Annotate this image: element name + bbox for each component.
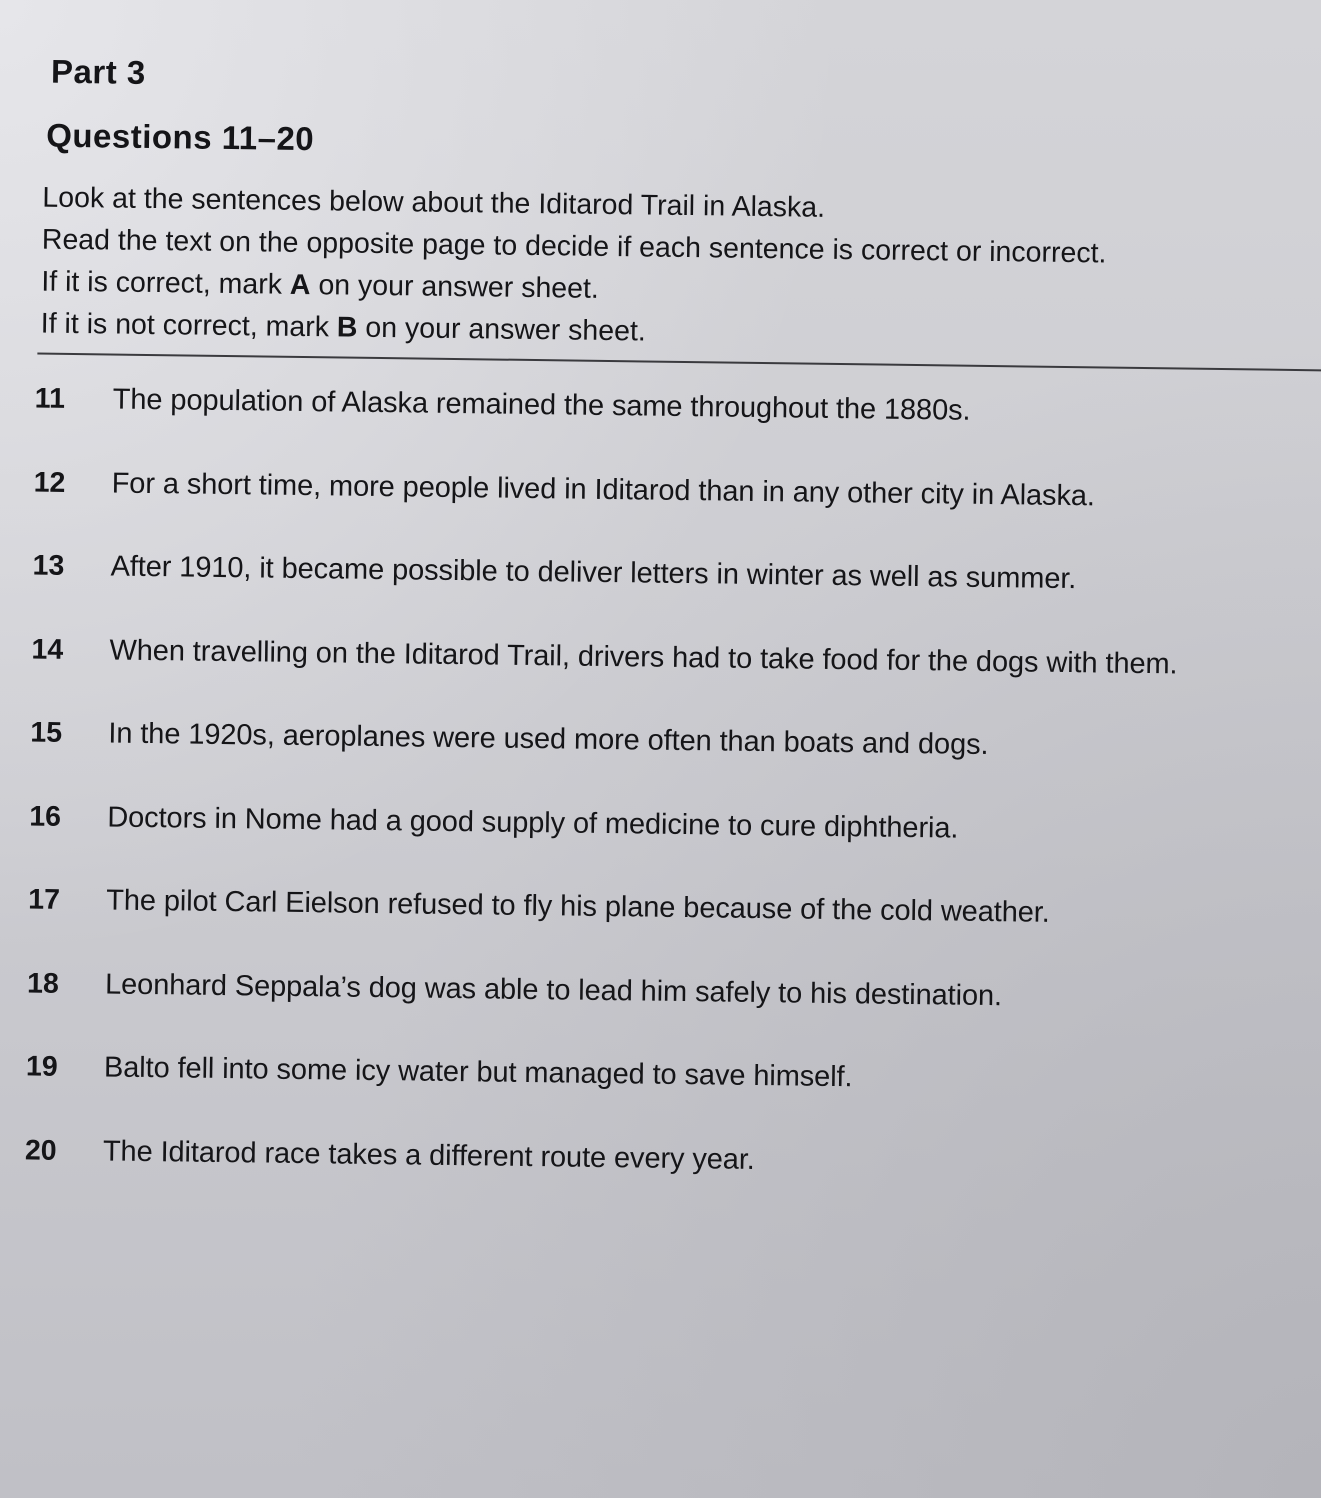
instructions: [40, 177, 1262, 361]
question-number: 12: [33, 465, 66, 499]
question-text: After 1910, it became possible to deliver letters in winter as well as summer.: [110, 550, 1077, 596]
question-number: 14: [31, 632, 64, 666]
question-number: 19: [25, 1050, 58, 1083]
question-list: [24, 382, 1310, 1234]
question-number: 15: [30, 716, 63, 749]
instruction-line-2: Read the text on the opposite page to decide if each sentence is correct or incorrect.: [41, 223, 1107, 270]
question-item: [24, 1134, 1300, 1234]
instruction-line-3-pre: If it is correct, mark: [41, 265, 291, 301]
question-text: In the 1920s, aeroplanes were used more often than boats and dogs.: [108, 717, 989, 762]
answer-mark-a: A: [289, 268, 311, 302]
questions-range-heading: Questions 11–20: [45, 116, 315, 158]
answer-mark-b: B: [336, 311, 358, 344]
question-number: 17: [28, 883, 61, 916]
question-text: Balto fell into some icy water but managed to save himself.: [103, 1051, 853, 1094]
instruction-line-3-post: on your answer sheet.: [310, 269, 600, 305]
question-number: 18: [26, 966, 60, 1000]
instruction-line-4-pre: If it is not correct, mark: [40, 307, 338, 344]
question-text: The pilot Carl Eielson refused to fly his plane because of the cold weather.: [106, 884, 1050, 929]
part-title: Part 3: [50, 52, 147, 91]
instruction-line-4-post: on your answer sheet.: [357, 311, 647, 348]
question-text: When travelling on the Iditarod Trail, drivers had to take food for the dogs with them.: [109, 633, 1178, 680]
question-text: For a short time, more people lived in Iditarod than in any other city in Alaska.: [111, 467, 1096, 512]
instruction-line-1: Look at the sentences below about the Iditarod Trail in Alaska.: [42, 181, 826, 224]
question-text: Doctors in Nome had a good supply of medicine to cure diphtheria.: [107, 800, 959, 845]
question-text: Leonhard Seppala’s dog was able to lead him safely to his destination.: [104, 967, 1003, 1012]
question-number: 20: [24, 1133, 57, 1167]
question-text: The Iditarod race takes a different route every year.: [102, 1134, 755, 1176]
question-text: The population of Alaska remained the same throughout the 1880s.: [112, 383, 971, 427]
question-number: 11: [34, 382, 66, 415]
question-number: 13: [32, 549, 65, 582]
question-number: 16: [29, 799, 62, 833]
